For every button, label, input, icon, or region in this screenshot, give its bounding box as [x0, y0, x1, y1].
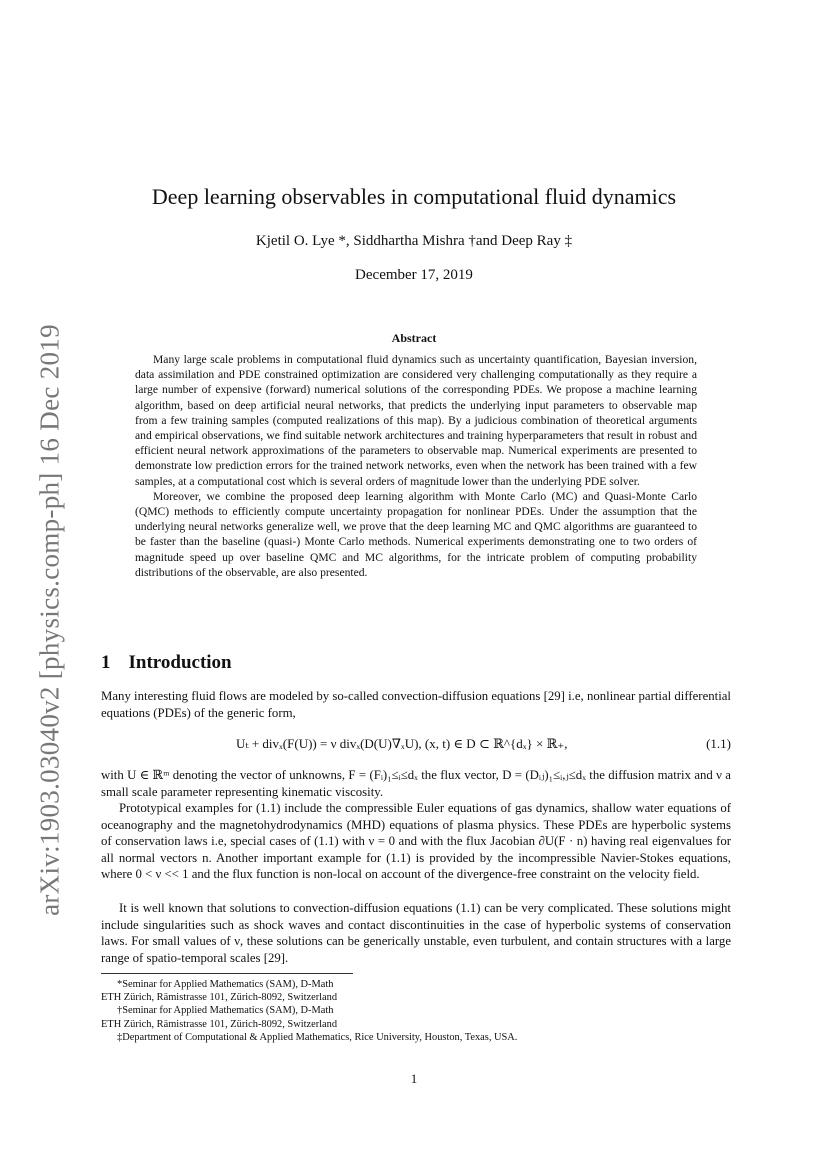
section-heading: [101, 652, 232, 674]
abstract-paragraph-2: Moreover, we combine the proposed deep learning algorithm with Monte Carlo (MC) and Quasi-Monte Carlo (QMC) methods to efficiently compute uncertainty propagation for nonlinear PDEs. Under the assumption that the underlying neural networks generalize well, we prove that the deep learning MC and QMC algorithms are guaranteed to be faster than the baseline (quasi-) Monte Carlo methods. Numerical experiments demonstrating one to two orders of magnitude speed up over baseline QMC and MC algorithms, for the intricate problem of computing probability distributions of the observable, are also presented.: [135, 489, 697, 579]
page-number: 1: [410, 1071, 418, 1086]
intro-paragraph-3: [101, 800, 731, 883]
footnote-3: ‡Department of Computational & Applied Mathematics, Rice University, Houston, Texas, USA.: [117, 1031, 518, 1043]
intro-paragraph-1: [101, 688, 731, 721]
equation-formula: Uₜ + divₓ(F(U)) = ν divₓ(D(U)∇ₓU), (x, t) ∈ D ⊂ ℝ^{dₓ} × ℝ₊,: [236, 736, 568, 751]
paper-title: Deep learning observables in computational fluid dynamics: [151, 184, 677, 209]
paragraph-text: with U ∈ ℝᵐ denoting the vector of unknowns, F = (Fᵢ)₁≤ᵢ≤dₓ the flux vector, D = (Dᵢⱼ)₁≤ᵢ,ⱼ≤dₓ the diffusion matrix and ν a small scale parameter representing kinematic viscosity.: [101, 768, 731, 799]
author-list: Kjetil O. Lye *, Siddhartha Mishra †and Deep Ray ‡: [255, 233, 573, 249]
footnotes: [101, 978, 731, 1044]
footnote-1-line-1: *Seminar for Applied Mathematics (SAM), D-Math: [117, 979, 334, 990]
paper-date: December 17, 2019: [355, 267, 473, 283]
section-title: Introduction: [128, 652, 232, 673]
intro-paragraph-2: [101, 767, 731, 800]
paragraph-text: Many interesting fluid flows are modeled by so-called convection-diffusion equations [29] i.e, nonlinear partial differential equations (PDEs) of the generic form,: [101, 689, 731, 720]
paragraph-text: It is well known that solutions to convection-diffusion equations (1.1) can be very complicated. These solutions might include singularities such as shock waves and contact discontinuities in the case of hyperbolic systems of conservation laws. For small values of ν, these solutions can be generically unstable, even turbulent, and contain structures with a large range of spatio-temporal scales [29].: [101, 901, 731, 965]
paragraph-text: Prototypical examples for (1.1) include the compressible Euler equations of gas dynamics, shallow water equations of oceanography and the magnetohydrodynamics (MHD) equations of plasma physics. These PDEs are hyperbolic systems of conservation laws i.e, special cases of (1.1) with ν = 0 and with the flux Jacobian ∂U(F · n) having real eigenvalues for all normal vectors n. Another important example for (1.1) is provided by the incompressible Navier-Stokes equations, where 0 < ν << 1 and the flux function is non-local on account of the divergence-free constraint on the velocity field.: [101, 801, 731, 882]
intro-paragraph-4: [101, 900, 731, 966]
footnote-2-line-1: †Seminar for Applied Mathematics (SAM), D-Math: [117, 1005, 334, 1017]
equation-number: (1.1): [706, 736, 731, 751]
abstract-body: [135, 352, 697, 580]
footnote-2-line-2: ETH Zürich, Rämistrasse 101, Zürich-8092, Switzerland: [101, 1018, 338, 1030]
section-number: 1: [101, 652, 111, 673]
footnote-1-line-2: ETH Zürich, Rämistrasse 101, Zürich-8092, Switzerland: [101, 992, 338, 1004]
abstract-paragraph-1: Many large scale problems in computational fluid dynamics such as uncertainty quantification, Bayesian inversion, data assimilation and PDE constrained optimization are considered very challenging computationally as they require a large number of expensive (forward) numerical solutions of the corresponding PDEs. We propose a machine learning algorithm, based on deep artificial neural networks, that predicts the underlying input parameters to observable map from a few training samples (computed realizations of this map). By a judicious combination of theoretical arguments and empirical observations, we find suitable network architectures and training hyperparameters that result in robust and efficient neural network approximations of the parameters to observable map. Numerical experiments are presented to demonstrate low prediction errors for the trained network networks, even when the network has been trained with a few samples, at a computational cost which is several orders of magnitude lower than the underlying PDE solver.: [135, 353, 697, 488]
footnote-rule: [101, 973, 353, 974]
arxiv-side-stamp: arXiv:1903.03040v2 [physics.comp-ph] 16 Dec 2019: [34, 324, 65, 916]
abstract-heading: Abstract: [391, 331, 437, 345]
